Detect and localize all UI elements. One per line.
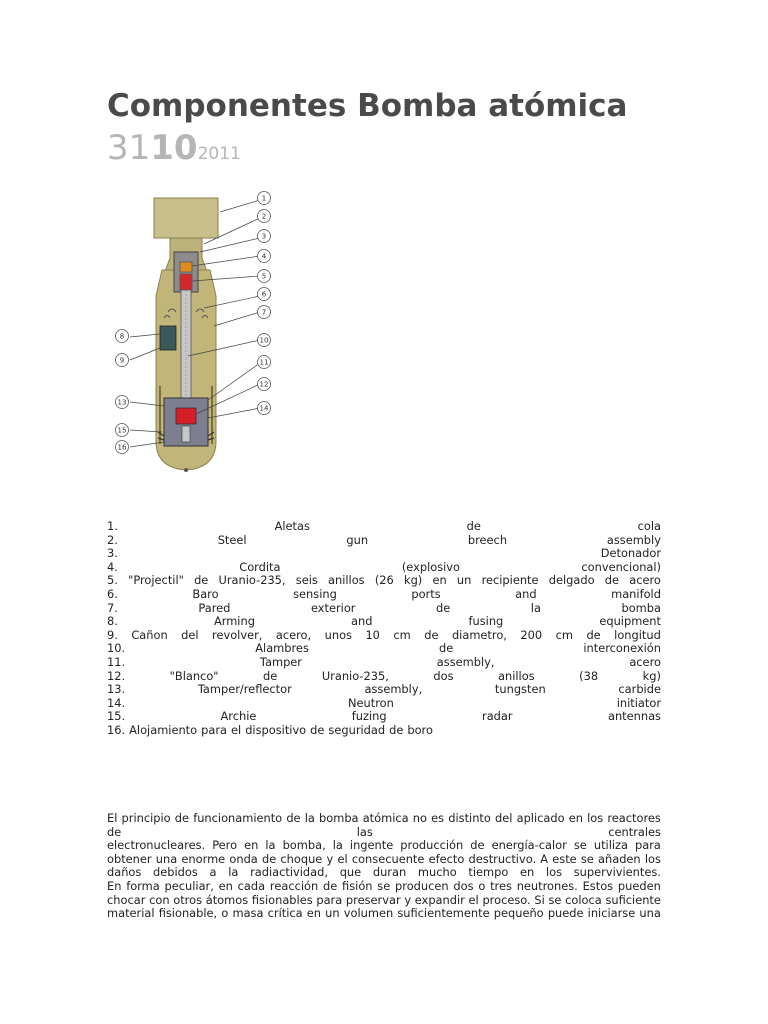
paragraph-line: material fisionable, o masa crítica en un volumen suficientemente pequeño puede iniciarse una [107,906,661,921]
list-item: 6. Baro sensing ports and manifold [107,586,661,601]
callout-label: 14 [259,404,269,413]
callout-label: 10 [259,336,269,345]
callout-label: 11 [259,358,269,367]
paragraph-line: En forma peculiar, en cada reacción de fisión se producen dos o tres neutrones. Estos pueden [107,878,661,893]
list-item: 3. Detonador [107,546,661,561]
list-item: 7. Pared exterior de la bomba [107,600,661,615]
list-item: 11. Tamper assembly, acero [107,654,661,669]
paragraph-line: obtener una enorme onda de choque y el consecuente efecto destructivo. A este se añaden los [107,851,661,866]
bomb-diagram [108,186,278,476]
list-item: 14. Neutron initiator [107,695,661,710]
callout-label: 5 [261,272,267,281]
callout-label: 16 [117,443,127,452]
callout-label: 4 [261,252,267,261]
tail-fin [154,198,218,238]
page-title: Componentes Bomba atómica [107,88,628,124]
list-item: 15. Archie fuzing radar antennas [107,709,661,724]
list-item: 4. Cordita (explosivo convencional) [107,559,661,574]
callout-label: 12 [259,380,269,389]
list-item: 10. Alambres de interconexión [107,641,661,656]
cordite [180,274,192,290]
description-paragraph [107,812,661,921]
callout-label: 7 [261,308,267,317]
paragraph-line: daños debidos a la radiactividad, que duran mucho tiempo en los supervivientes. [107,865,661,880]
list-item: 1. Aletas de cola [107,519,661,533]
document-stats [107,128,241,168]
list-item: 5. "Projectil" de Uranio-235, seis anillos (26 kg) en un recipiente delgado de acero [107,573,661,588]
callout-label: 9 [119,356,125,365]
list-item: 16. Alojamiento para el dispositivo de seguridad de boro [107,722,433,737]
callout-label: 1 [261,194,267,203]
paragraph-line: El principio de funcionamiento de la bomba atómica no es distinto del aplicado en los reactores [107,811,661,825]
callout-label: 3 [261,232,267,241]
callout-label: 6 [261,290,267,299]
uranium-target [176,408,196,424]
publish-year: 2011 [197,144,241,164]
callout-label: 8 [119,332,125,341]
detonator [180,262,192,272]
list-item: 13. Tamper/reflector assembly, tungsten carbide [107,682,661,697]
callout-label: 15 [117,426,127,435]
callout-label: 13 [117,398,127,407]
components-list [107,520,661,738]
list-item: 8. Arming and fusing equipment [107,614,661,629]
paragraph-line: electronucleares. Pero en la bomba, la ingente producción de energía-calor se utiliza para [107,838,661,853]
paragraph-line: chocar con otros átomos fisionables para preservar y expandir el proceso. Si se coloca suficiente [107,892,661,907]
list-item: 12. "Blanco" de Uranio-235, dos anillos (38 kg) [107,668,661,683]
view-count [107,128,198,168]
callout-label: 2 [261,212,267,221]
paragraph-line: de las centrales [107,824,661,839]
list-item: 9. Cañon del revolver, acero, unos 10 cm de diametro, 200 cm de longitud [107,627,661,642]
list-item: 2. Steel gun breech assembly [107,532,661,547]
view-count-value: 3110 [107,128,198,168]
neutron-initiator [182,426,190,442]
arming-equipment [160,326,176,350]
